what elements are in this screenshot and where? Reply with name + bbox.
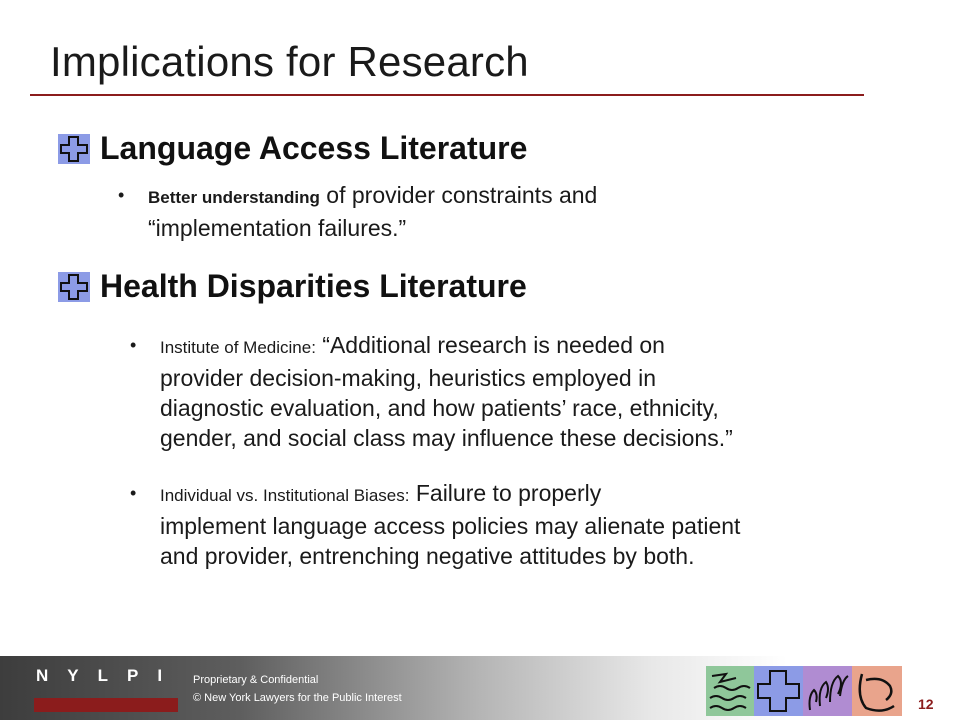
bullet-text: “Additional research is needed on (315, 332, 665, 358)
bullet-text: provider decision-making, heuristics employed in (160, 365, 657, 391)
bullet-lead: Better understanding (148, 188, 320, 207)
list-item (130, 330, 733, 453)
plus-icon (754, 666, 803, 716)
bullet-text: implement language access policies may alienate patient (160, 513, 741, 539)
bullet-dot: • (130, 335, 137, 355)
bullet-lead: Institute of Medicine: (160, 338, 316, 357)
wheelchair-icon (852, 666, 902, 716)
bullet-text: of provider constraints and (319, 182, 598, 208)
list-item (130, 478, 740, 571)
bullet-text: gender, and social class may influence these decisions.” (160, 425, 733, 451)
title-divider (30, 94, 864, 96)
bullet-text: Failure to properly (409, 480, 602, 506)
page-number: 12 (918, 696, 934, 712)
logo-tiles (706, 666, 902, 716)
waves-icon (706, 666, 754, 716)
bullet-dot: • (118, 185, 125, 205)
list-item (118, 180, 597, 243)
bullet-text: diagnostic evaluation, and how patients’ race, ethnicity, (160, 395, 719, 421)
bullet-text: “implementation failures.” (148, 215, 407, 241)
section-heading-text: Language Access Literature (100, 130, 528, 166)
hands-icon (803, 666, 852, 716)
bullet-lead: Individual vs. Institutional Biases: (160, 486, 410, 505)
org-logo-text: NYLPI (36, 666, 182, 685)
plus-outline-icon (58, 272, 90, 302)
plus-outline-icon (58, 134, 90, 164)
slide-title: Implications for Research (50, 38, 529, 85)
confidential-notice: Proprietary & Confidential (193, 674, 319, 686)
section-heading-language-access (58, 130, 527, 167)
section-heading-text: Health Disparities Literature (100, 268, 527, 304)
bullet-dot: • (130, 483, 137, 503)
copyright-notice: © New York Lawyers for the Public Interest (193, 692, 402, 704)
section-heading-health-disparities (58, 268, 527, 305)
bullet-text: and provider, entrenching negative attitudes by both. (160, 543, 695, 569)
org-logo-bar (34, 698, 178, 712)
